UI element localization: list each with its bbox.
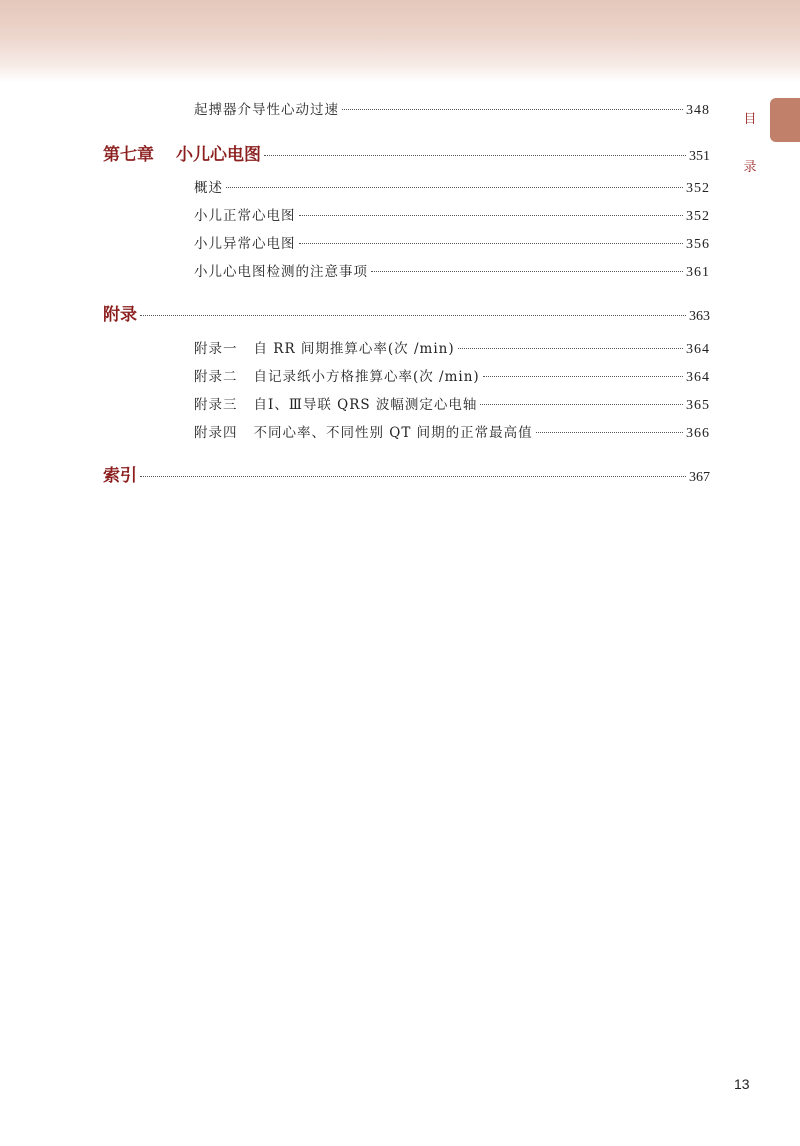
chapter-name: 小儿心电图 (176, 145, 261, 165)
side-section-label (742, 96, 758, 192)
appendix-label: 附录三 (194, 397, 238, 413)
appendix-label: 附录二 (194, 369, 238, 385)
dot-leader (264, 155, 686, 156)
toc-entry[interactable] (194, 393, 710, 414)
toc-entry-title: 概述 (194, 180, 223, 196)
toc-chapter-title (103, 140, 261, 165)
dot-leader (458, 348, 683, 349)
appendix-label: 附录一 (194, 341, 238, 357)
toc-chapter[interactable] (103, 140, 710, 165)
toc-chapter-title: 索引 (103, 466, 137, 486)
toc-entry-title: 小儿心电图检测的注意事项 (194, 264, 368, 280)
dot-leader (299, 243, 684, 244)
dot-leader (480, 404, 683, 405)
toc-entry[interactable] (194, 98, 710, 119)
toc-chapter[interactable] (103, 461, 710, 486)
toc-entry-title: 自记录纸小方格推算心率(次 /min) (253, 369, 480, 385)
toc-entry-page: 352 (686, 181, 710, 196)
toc-entry[interactable] (194, 204, 710, 225)
toc-entry-title: 自 RR 间期推算心率(次 /min) (253, 341, 455, 357)
section-tab-marker (770, 98, 800, 142)
side-label-char: 录 (743, 160, 757, 175)
dot-leader (483, 376, 683, 377)
dot-leader (371, 271, 683, 272)
dot-leader (140, 476, 686, 477)
toc-entry-title: 小儿异常心电图 (194, 236, 296, 252)
dot-leader (299, 215, 684, 216)
toc-entry-page: 348 (686, 103, 710, 118)
toc-entry-page: 361 (686, 265, 710, 280)
toc-entry-page: 356 (686, 237, 710, 252)
toc-entry-page: 363 (689, 309, 710, 324)
dot-leader (140, 315, 686, 316)
toc-entry-page: 367 (689, 470, 710, 485)
toc-entry-page: 351 (689, 149, 710, 164)
chapter-number: 第七章 (103, 145, 154, 165)
toc-entry[interactable] (194, 365, 710, 386)
toc-entry[interactable] (194, 421, 710, 442)
toc-entry[interactable] (194, 176, 710, 197)
toc-entry-title: 起搏器介导性心动过速 (194, 102, 339, 118)
dot-leader (226, 187, 683, 188)
toc-entry[interactable] (194, 337, 710, 358)
toc-entry-title: 不同心率、不同性别 QT 间期的正常最高值 (253, 425, 533, 441)
header-band (0, 0, 800, 82)
toc-entry[interactable] (194, 260, 710, 281)
toc-entry-page: 364 (686, 370, 710, 385)
toc-entry[interactable] (194, 232, 710, 253)
toc-chapter[interactable] (103, 300, 710, 325)
side-label-char: 目 (743, 112, 757, 127)
toc-entry-page: 352 (686, 209, 710, 224)
dot-leader (342, 109, 683, 110)
toc-entry-title: 自Ⅰ、Ⅲ导联 QRS 波幅测定心电轴 (253, 397, 478, 413)
toc-entry-page: 365 (686, 398, 710, 413)
toc-entry-page: 364 (686, 342, 710, 357)
toc-chapter-title: 附录 (103, 305, 137, 325)
appendix-label: 附录四 (194, 425, 238, 441)
toc-entry-page: 366 (686, 426, 710, 441)
page-number: 13 (734, 1076, 750, 1092)
toc-entry-title: 小儿正常心电图 (194, 208, 296, 224)
dot-leader (536, 432, 683, 433)
